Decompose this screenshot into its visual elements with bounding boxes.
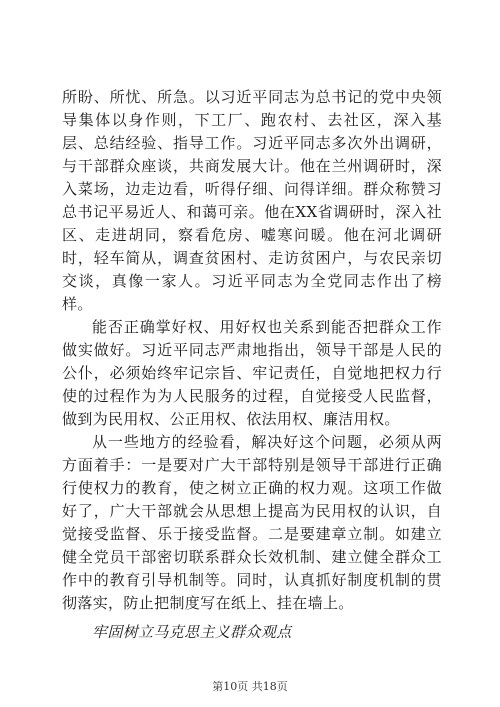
section-heading: 牢固树立马克思主义群众观点	[92, 623, 292, 641]
page-number-footer: 第10页 共18页	[212, 680, 288, 693]
paragraph-1: 所盼、所忧、所急。以习近平同志为总书记的党中央领导集体以身作则，下工厂、跑农村、去社区，深入基层、总结经验、指导工作。习近平同志多次外出调研，与干部群众座谈，共商发展大计。他在兰州调研时，深入菜场，边走边看，听得仔细、问得详细。群众称赞习总书记平易近人、和蔼可亲。他在XX省调研时，深入社区、走进胡同，察看危房、嘘寒问暖。他在河北调研时，轻车简从，调查贫困村、走访贫困户，与农民亲切交谈，真像一家人。习近平同志为全党同志作出了榜样。	[62, 88, 442, 313]
paragraph-2: 能否正确掌好权、用好权也关系到能否把群众工作做实做好。习近平同志严肃地指出，领导干部是人民的公仆，必须始终牢记宗旨、牢记责任，自觉地把权力行使的过程作为为人民服务的过程，自觉接受人民监督，做到为民用权、公正用权、依法用权、廉洁用权。	[62, 318, 442, 428]
document-body	[62, 86, 442, 644]
paragraph-3: 从一些地方的经验看，解决好这个问题，必须从两方面着手：一是要对广大干部特别是领导干部进行正确行使权力的教育，使之树立正确的权力观。这项工作做好了，广大干部就会从思想上提高为民用权的认识，自觉接受监督、乐于接受监督。二是要建章立制。如建立健全党员干部密切联系群众长效机制、建立健全群众工作中的教育引导机制等。同时，认真抓好制度机制的贯彻落实，防止把制度写在纸上、挂在墙上。	[62, 433, 442, 612]
